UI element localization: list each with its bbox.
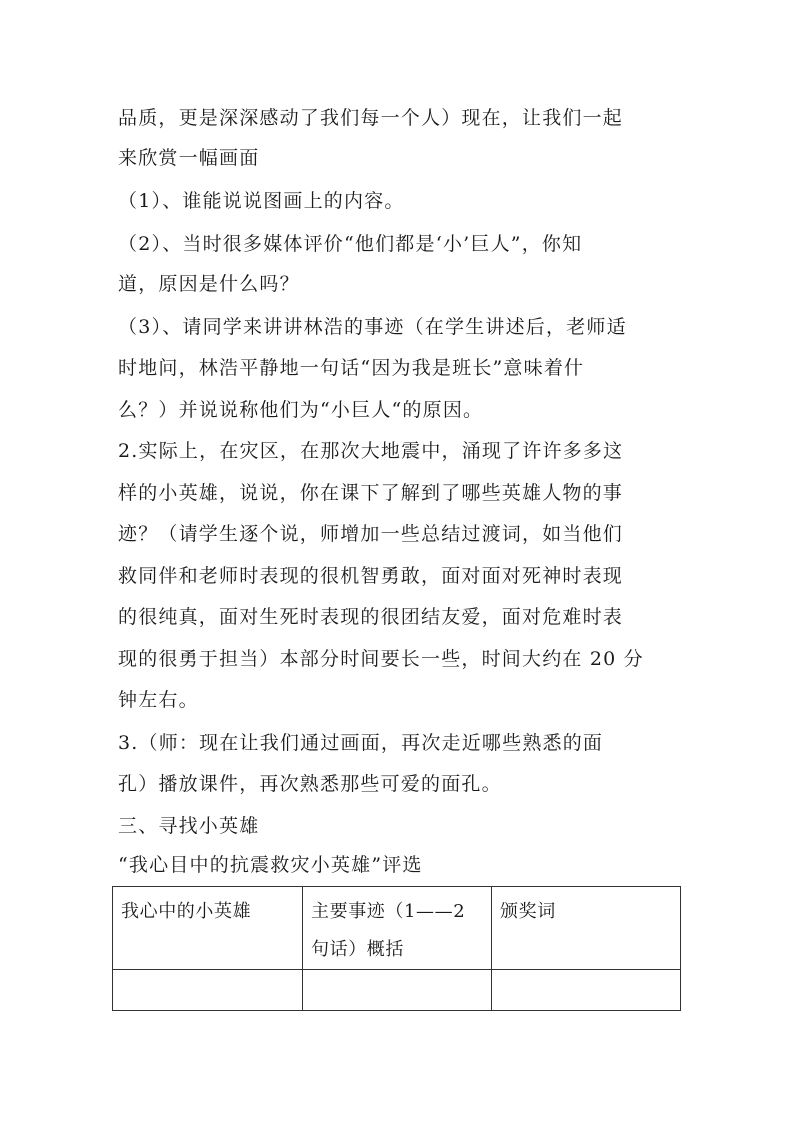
section-2-line: 2.实际上，在灾区，在那次大地震中，涌现了许许多多这	[118, 440, 624, 462]
paragraph-line: 孔）播放课件，再次熟悉那些可爱的面孔。	[118, 773, 502, 795]
paragraph-line: 救同伴和老师时表现的很机智勇敢，面对面对死神时表现	[118, 565, 624, 587]
paragraph-line: 迹？（请学生逐个说，师增加一些总结过渡词，如当他们	[118, 523, 624, 545]
header-cell-hero: 我心中的小英雄	[113, 887, 303, 970]
paragraph-line: 现的很勇于担当）本部分时间要长一些，时间大约在 20 分	[118, 648, 644, 670]
paragraph-line: 时地问，林浩平静地一句话“因为我是班长”意味着什	[118, 357, 585, 379]
question-3: （3）、请同学来讲讲林浩的事迹（在学生讲述后，老师适	[118, 316, 627, 338]
section-3-line: 3.（师：现在让我们通过画面，再次走近哪些熟悉的面	[118, 732, 604, 754]
table-cell	[303, 970, 492, 1011]
paragraph-line: 钟左右。	[118, 689, 199, 711]
header-cell-award-speech: 颁奖词	[492, 887, 681, 970]
table-cell	[113, 970, 303, 1011]
header-cell-deeds: 主要事迹（1——2 句话）概括	[303, 887, 492, 970]
question-2: （2）、当时很多媒体评价“他们都是‘小’巨人”，你知	[118, 233, 583, 255]
table-row	[113, 970, 681, 1011]
hero-selection-table	[112, 886, 681, 1011]
paragraph-line: 么？）并说说称他们为“小巨人“的原因。	[118, 399, 484, 421]
question-1: （1）、谁能说说图画上的内容。	[118, 190, 405, 212]
paragraph-line: 道，原因是什么吗？	[118, 273, 300, 295]
paragraph-line: 的很纯真，面对生死时表现的很团结友爱，面对危难时表	[118, 606, 624, 628]
paragraph-line: 品质，更是深深感动了我们每一个人）现在，让我们一起	[118, 107, 624, 129]
paragraph-line: 来欣赏一幅画面	[118, 147, 260, 169]
section-heading: 三、寻找小英雄	[118, 815, 260, 837]
table-cell	[492, 970, 681, 1011]
paragraph-line: 样的小英雄，说说，你在课下了解到了哪些英雄人物的事	[118, 482, 624, 504]
table-header-row	[113, 887, 681, 970]
table-caption: “我心目中的抗震救灾小英雄”评选	[118, 854, 423, 876]
